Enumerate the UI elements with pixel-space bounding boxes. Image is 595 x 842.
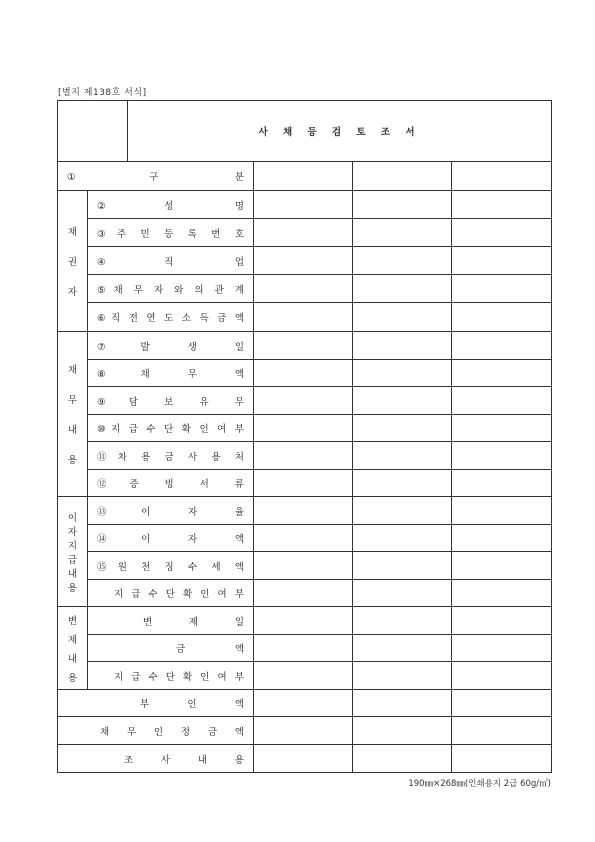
- repay-confirm-cell-1[interactable]: [254, 662, 353, 690]
- resident-no-cell-1[interactable]: [254, 219, 353, 247]
- row-label-repay-confirm: 지 급 수 단 확 인 여 부: [88, 662, 254, 690]
- job-cell-2[interactable]: [353, 247, 452, 275]
- form-title: 사 채 등 검 토 조 서: [128, 101, 552, 162]
- survey-cell-1[interactable]: [254, 745, 353, 773]
- gubun-cell-2[interactable]: [353, 162, 452, 191]
- row-label-gubun: ①구 분: [58, 162, 254, 191]
- row-label-debt-amount: ⑧채 무 액: [88, 360, 254, 387]
- row-label-collateral: ⑨담 보 유 무: [88, 387, 254, 415]
- interest-pay-confirm-cell-2[interactable]: [353, 580, 452, 607]
- survey-cell-2[interactable]: [353, 745, 452, 773]
- row-label-loan-use: ⑪차 용 금 사 용 처: [88, 442, 254, 470]
- group-debt-char: 채: [67, 365, 78, 376]
- debt-amount-cell-2[interactable]: [353, 360, 452, 387]
- job-cell-3[interactable]: [452, 247, 552, 275]
- row-label-interest-pay-confirm: 지 급 수 단 확 인 여 부: [88, 580, 254, 607]
- collateral-cell-2[interactable]: [353, 387, 452, 415]
- withholding-cell-1[interactable]: [254, 552, 353, 580]
- withholding-cell-3[interactable]: [452, 552, 552, 580]
- interest-amount-cell-3[interactable]: [452, 525, 552, 552]
- repay-amount-cell-2[interactable]: [353, 635, 452, 662]
- group-creditor-char: 자: [67, 287, 78, 298]
- group-debt-content: [58, 332, 88, 497]
- group-interest-char: 용: [67, 582, 78, 594]
- row-label-recognized: 채 무 인 정 금 액: [58, 717, 254, 745]
- row-label-occur-date: ⑦발 생 일: [88, 332, 254, 360]
- group-interest-char: 급: [67, 554, 78, 566]
- repay-confirm-cell-3[interactable]: [452, 662, 552, 690]
- recognized-cell-1[interactable]: [254, 717, 353, 745]
- pay-confirm-cell-1[interactable]: [254, 415, 353, 442]
- repay-confirm-cell-2[interactable]: [353, 662, 452, 690]
- repay-date-cell-3[interactable]: [452, 607, 552, 635]
- group-debt-char: 용: [67, 455, 78, 466]
- evidence-cell-1[interactable]: [254, 470, 353, 497]
- group-interest-char: 이: [67, 512, 78, 524]
- row-label-denied: 부 인 액: [58, 690, 254, 717]
- debt-amount-cell-1[interactable]: [254, 360, 353, 387]
- loan-use-cell-3[interactable]: [452, 442, 552, 470]
- name-cell-2[interactable]: [353, 191, 452, 219]
- interest-rate-cell-1[interactable]: [254, 497, 353, 525]
- relation-cell-3[interactable]: [452, 275, 552, 303]
- loan-use-cell-1[interactable]: [254, 442, 353, 470]
- row-label-survey: 조 사 내 용: [58, 745, 254, 773]
- debt-amount-cell-3[interactable]: [452, 360, 552, 387]
- row-label-evidence: ⑫증 빙 서 류: [88, 470, 254, 497]
- gubun-cell-3[interactable]: [452, 162, 552, 191]
- repay-date-cell-2[interactable]: [353, 607, 452, 635]
- group-creditor-char: 권: [67, 257, 78, 268]
- interest-pay-confirm-cell-1[interactable]: [254, 580, 353, 607]
- occur-date-cell-3[interactable]: [452, 332, 552, 360]
- interest-rate-cell-2[interactable]: [353, 497, 452, 525]
- interest-amount-cell-1[interactable]: [254, 525, 353, 552]
- repay-amount-cell-1[interactable]: [254, 635, 353, 662]
- row-label-relation: ⑤채 무 자 와 의 관 계: [88, 275, 254, 303]
- group-creditor: [58, 191, 88, 332]
- recognized-cell-2[interactable]: [353, 717, 452, 745]
- withholding-cell-2[interactable]: [353, 552, 452, 580]
- row-label-interest-amount: ⑭이 자 액: [88, 525, 254, 552]
- row-label-job: ④직 업: [88, 247, 254, 275]
- row-label-pay-confirm: ⑩지 급 수 단 확 인 여 부: [88, 415, 254, 442]
- paper-size-footer: 190㎜×268㎜(인쇄용지 2급 60g/㎡): [408, 779, 551, 789]
- interest-amount-cell-2[interactable]: [353, 525, 452, 552]
- gubun-cell-1[interactable]: [254, 162, 353, 191]
- review-form-table: [57, 100, 552, 773]
- form-number-label: [별지 제138호 서식]: [58, 88, 147, 98]
- survey-cell-3[interactable]: [452, 745, 552, 773]
- group-debt-char: 무: [67, 395, 78, 406]
- group-repay-char: 용: [67, 672, 78, 684]
- group-creditor-char: 채: [67, 227, 78, 238]
- group-interest-char: 지: [67, 540, 78, 552]
- relation-cell-1[interactable]: [254, 275, 353, 303]
- pay-confirm-cell-2[interactable]: [353, 415, 452, 442]
- relation-cell-2[interactable]: [353, 275, 452, 303]
- job-cell-1[interactable]: [254, 247, 353, 275]
- group-debt-char: 내: [67, 425, 78, 436]
- occur-date-cell-1[interactable]: [254, 332, 353, 360]
- occur-date-cell-2[interactable]: [353, 332, 452, 360]
- collateral-cell-1[interactable]: [254, 387, 353, 415]
- row-label-resident-no: ③주 민 등 록 번 호: [88, 219, 254, 247]
- repay-date-cell-1[interactable]: [254, 607, 353, 635]
- row-label-repay-date: 변 제 일: [88, 607, 254, 635]
- group-repay-char: 내: [67, 653, 78, 665]
- group-repayment: [58, 607, 88, 690]
- denied-cell-2[interactable]: [353, 690, 452, 717]
- prev-income-cell-1[interactable]: [254, 303, 353, 332]
- row-label-interest-rate: ⑬이 자 율: [88, 497, 254, 525]
- prev-income-cell-3[interactable]: [452, 303, 552, 332]
- collateral-cell-3[interactable]: [452, 387, 552, 415]
- group-repay-char: 제: [67, 634, 78, 646]
- group-repay-char: 변: [67, 615, 78, 627]
- name-cell-3[interactable]: [452, 191, 552, 219]
- group-interest-pay: [58, 497, 88, 607]
- group-interest-char: 자: [67, 526, 78, 538]
- interest-pay-confirm-cell-3[interactable]: [452, 580, 552, 607]
- evidence-cell-2[interactable]: [353, 470, 452, 497]
- group-interest-char: 내: [67, 568, 78, 580]
- repay-amount-cell-3[interactable]: [452, 635, 552, 662]
- loan-use-cell-2[interactable]: [353, 442, 452, 470]
- evidence-cell-3[interactable]: [452, 470, 552, 497]
- denied-cell-1[interactable]: [254, 690, 353, 717]
- row-label-prev-income: ⑥직 전 연 도 소 득 금 액: [88, 303, 254, 332]
- interest-rate-cell-3[interactable]: [452, 497, 552, 525]
- form-header-blank: [58, 101, 128, 162]
- pay-confirm-cell-3[interactable]: [452, 415, 552, 442]
- row-label-withholding: ⑮원 천 징 수 세 액: [88, 552, 254, 580]
- resident-no-cell-3[interactable]: [452, 219, 552, 247]
- recognized-cell-3[interactable]: [452, 717, 552, 745]
- denied-cell-3[interactable]: [452, 690, 552, 717]
- row-label-name: ②성 명: [88, 191, 254, 219]
- row-label-repay-amount: 금 액: [88, 635, 254, 662]
- resident-no-cell-2[interactable]: [353, 219, 452, 247]
- prev-income-cell-2[interactable]: [353, 303, 452, 332]
- name-cell-1[interactable]: [254, 191, 353, 219]
